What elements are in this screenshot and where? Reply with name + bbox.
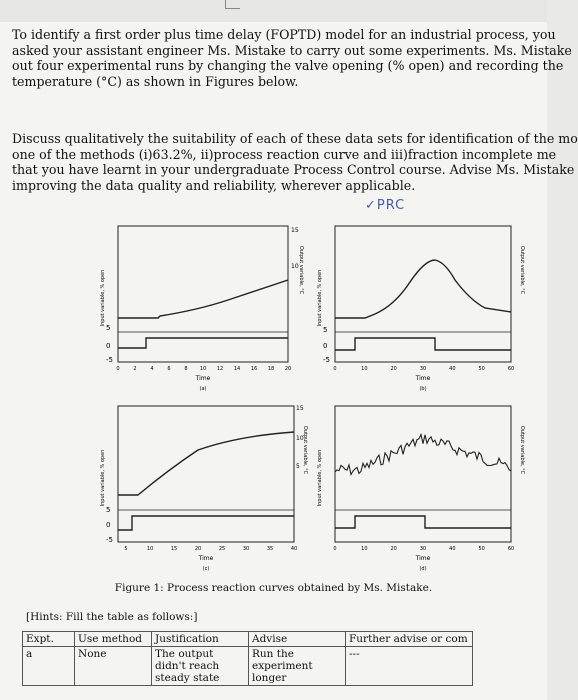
x-tick-labels: [333, 546, 514, 552]
x-axis-label: Time: [415, 375, 431, 382]
x-tick-label: 15: [170, 546, 178, 552]
output-curve: [118, 432, 294, 495]
x-tick-label: 16: [250, 366, 258, 372]
table-cell: None: [75, 647, 152, 686]
x-tick-label: 0: [116, 366, 120, 372]
figure-panel-a: [98, 220, 303, 395]
figure-caption: Figure 1: Process reaction curves obtained by Ms. Mistake.: [114, 582, 433, 594]
y-axis-label-left: Input variable, % open: [100, 269, 106, 327]
problem-paragraph-1: [12, 27, 572, 89]
table-cell: ---: [346, 647, 473, 686]
output-curve: [118, 280, 288, 318]
table-header-row: [23, 632, 473, 647]
axes-frame: [335, 226, 511, 362]
input-tick: 0: [323, 342, 328, 350]
x-tick-label: 10: [361, 366, 368, 372]
x-tick-label: 0: [333, 366, 337, 372]
x-tick-label: 40: [449, 366, 456, 372]
x-tick-label: 4: [150, 366, 154, 372]
table-header-cell: Further advise or com: [346, 632, 473, 647]
output-tick: 15: [296, 405, 304, 412]
y-axis-label-right: Output variable, °C: [519, 425, 525, 475]
input-tick: 0: [106, 521, 111, 529]
x-tick-label: 50: [478, 546, 485, 552]
x-tick-label: 10: [361, 546, 368, 552]
x-tick-label: 12: [216, 366, 224, 372]
x-tick-label: 60: [507, 366, 515, 372]
y-axis-label-right: Output variable, °C: [298, 245, 304, 295]
x-tick-label: 60: [507, 546, 515, 552]
x-tick-label: 40: [449, 546, 456, 552]
x-tick-label: 10: [146, 546, 154, 552]
x-tick-labels: [124, 546, 297, 552]
table-header-cell: Justification: [152, 632, 249, 647]
subfigure-label: (a): [199, 386, 207, 392]
x-tick-label: 18: [267, 366, 275, 372]
y-axis-label-right: Output variable, °C: [519, 245, 525, 295]
x-tick-label: 10: [199, 366, 207, 372]
table-cell: The output didn't reach steady state: [152, 647, 249, 686]
x-tick-label: 30: [242, 546, 250, 552]
table-cell: Run the experiment longer: [249, 647, 346, 686]
y-axis-label-left: Input variable, % open: [317, 449, 323, 507]
x-tick-label: 25: [218, 546, 226, 552]
input-tick: 5: [106, 506, 111, 514]
output-tick: 10: [296, 435, 304, 442]
table-header-cell: Expt.: [23, 632, 75, 647]
problem-paragraph-2: [12, 131, 578, 193]
x-tick-label: 30: [419, 546, 427, 552]
subfigure-label: (c): [202, 566, 210, 572]
y-axis-label-right: Output variable, °C: [302, 425, 308, 475]
hints-label: [Hints: Fill the table as follows:]: [26, 611, 198, 623]
answer-table: [22, 631, 473, 686]
subfigure-label: (b): [419, 386, 427, 392]
x-tick-label: 30: [419, 366, 427, 372]
input-step: [118, 516, 294, 530]
x-tick-labels: [116, 366, 291, 372]
top-edge-mark: [225, 0, 240, 9]
output-tick: 10: [291, 263, 299, 270]
x-tick-label: 5: [124, 546, 128, 552]
output-tick: 15: [291, 227, 299, 234]
p1-line: out four experimental runs by changing the valve opening (% open) and recording the: [12, 58, 564, 73]
input-pulse: [335, 516, 511, 528]
x-tick-label: 20: [284, 366, 292, 372]
table-header-cell: Advise: [249, 632, 346, 647]
p2-line: Discuss qualitatively the suitability of each of these data sets for identification of the mo: [12, 131, 578, 146]
figure-panel-b: [315, 220, 525, 395]
x-axis-label: Time: [415, 555, 431, 562]
top-edge: [0, 0, 547, 22]
input-pulse: [335, 338, 511, 350]
output-curve: [335, 260, 511, 318]
axes-frame: [118, 406, 294, 542]
p1-line: To identify a first order plus time delay (FOPTD) model for an industrial process, you: [12, 27, 556, 42]
y-axis-label-left: Input variable, % open: [317, 269, 323, 327]
input-tick: 0: [106, 342, 111, 350]
p1-line: temperature (°C) as shown in Figures below.: [12, 73, 299, 89]
figure-panel-d: [315, 400, 525, 575]
x-tick-label: 2: [133, 366, 137, 372]
x-tick-label: 35: [266, 546, 274, 552]
x-axis-label: Time: [195, 375, 211, 382]
subfigure-label: (d): [419, 566, 427, 572]
figure-panel-c: [98, 400, 308, 575]
x-tick-label: 6: [167, 366, 171, 372]
table-header-cell: Use method: [75, 632, 152, 647]
p2-line: one of the methods (i)63.2%, ii)process reaction curve and iii)fraction incomplete me: [12, 146, 557, 162]
input-tick: -5: [106, 356, 113, 364]
input-tick: 5: [106, 324, 111, 332]
input-tick: 5: [323, 326, 328, 334]
x-tick-label: 8: [184, 366, 188, 372]
x-axis-label: Time: [198, 555, 214, 562]
axes-frame: [335, 406, 511, 542]
x-tick-label: 0: [333, 546, 337, 552]
x-tick-label: 20: [390, 546, 397, 552]
x-tick-label: 50: [478, 366, 485, 372]
input-tick: -5: [323, 356, 330, 364]
input-tick: -5: [106, 536, 113, 544]
p2-line: improving the data quality and reliability, wherever applicable.: [12, 177, 416, 193]
x-tick-labels: [333, 366, 514, 372]
axes-frame: [118, 226, 288, 362]
p1-line: asked your assistant engineer Ms. Mistake to carry out some experiments. Ms. Mistake: [12, 42, 572, 58]
y-axis-label-left: Input variable, % open: [100, 449, 106, 507]
x-tick-label: 14: [233, 366, 241, 372]
x-tick-label: 40: [290, 546, 298, 552]
handwritten-note: ✓PRC: [365, 198, 406, 213]
input-step: [118, 338, 288, 348]
output-curve-noisy: [335, 435, 511, 475]
table-row: [23, 647, 473, 686]
table-cell: a: [23, 647, 75, 686]
p2-line: that you have learnt in your undergraduate Process Control course. Advise Ms. Mistake: [12, 162, 575, 177]
x-tick-label: 20: [194, 546, 202, 552]
x-tick-label: 20: [390, 366, 397, 372]
output-tick: 5: [296, 463, 300, 470]
